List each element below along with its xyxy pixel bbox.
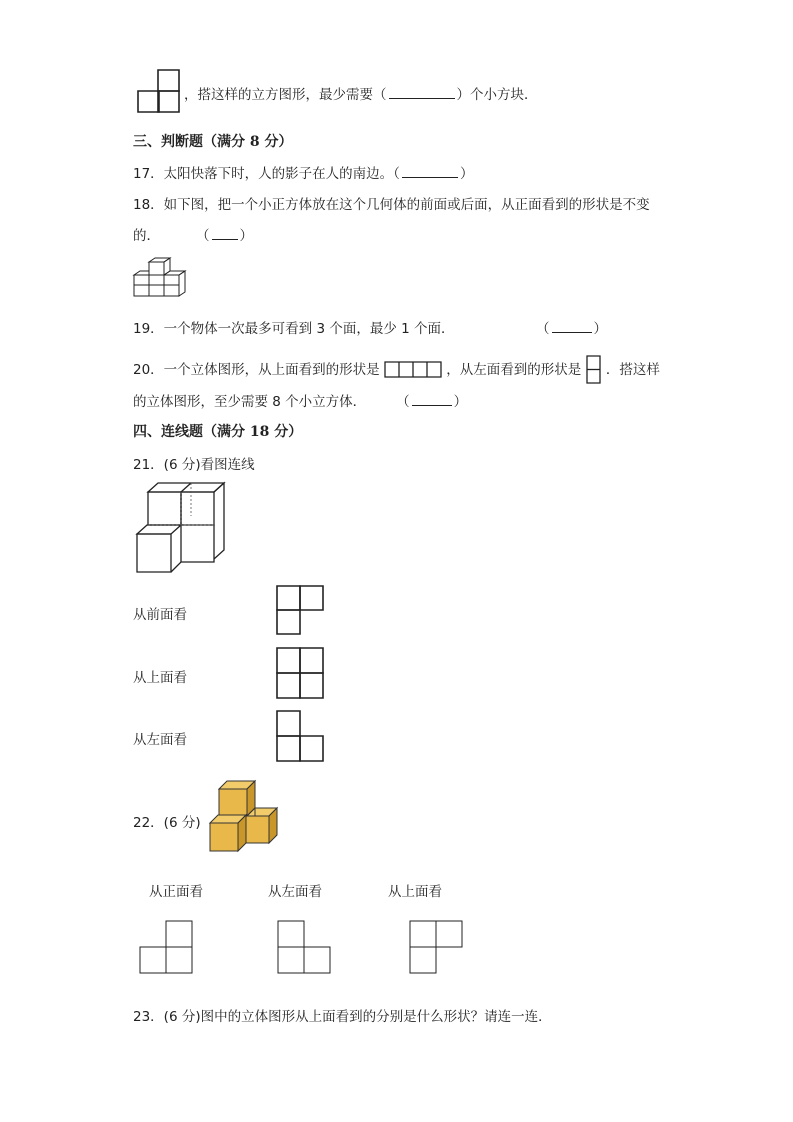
q22-title: 22．(6 分) [133, 815, 201, 831]
q22-option-a-figure[interactable] [138, 919, 196, 977]
q20-line2-a: 的立体图形，至少需要 8 个小立方体． [133, 394, 367, 410]
q19-text-main: 19．一个物体一次最多可看到 3 个面，最少 1 个面． [133, 321, 455, 337]
q16-text-a: ，搭这样的立方图形，最少需要（ [184, 87, 387, 103]
q20-left-view-figure [586, 355, 602, 385]
q20-line2 [133, 390, 467, 410]
q16-answer-blank[interactable] [389, 97, 455, 99]
q21-option-c-figure[interactable] [275, 709, 327, 765]
q18-line1: 18．如下图，把一个小正方体放在这个几何体的前面或后面，从正面看到的形状是不变 [133, 197, 650, 213]
q20-answer-blank[interactable] [412, 404, 452, 406]
q21-option-b-figure[interactable] [275, 646, 327, 702]
q18-answer-blank[interactable] [212, 238, 238, 240]
q20-line2-c: ） [453, 394, 468, 410]
q22-option-c-figure[interactable] [408, 919, 466, 977]
q18-line2 [133, 224, 253, 244]
q21-view-label-left: 从左面看 [133, 732, 187, 748]
q18-line2-b: （ [196, 228, 210, 244]
q20-line2-b: （ [396, 394, 410, 410]
q22-view-label-top: 从上面看 [388, 884, 442, 900]
q21-view-label-front: 从前面看 [133, 607, 187, 623]
q19-paren-b: ） [593, 321, 607, 337]
q20-line1-a: 20．一个立体图形，从上面看到的形状是 [133, 362, 380, 378]
q20-line1 [133, 355, 660, 385]
q20-line1-c: ．搭这样 [605, 362, 660, 378]
q23-title: 23．(6 分)图中的立体图形从上面看到的分别是什么形状？请连一连． [133, 1009, 552, 1025]
section4-title: 四、连线题（满分 18 分） [133, 424, 303, 440]
q17-answer-blank[interactable] [402, 176, 458, 178]
section3-title: 三、判断题（满分 8 分） [133, 134, 293, 150]
q19-paren [536, 317, 607, 337]
q21-title: 21．(6 分)看图连线 [133, 457, 255, 473]
q16-shape-figure [136, 68, 182, 116]
q17-text-a: 17．太阳快落下时，人的影子在人的南边。（ [133, 166, 400, 182]
q20-top-view-figure [384, 361, 442, 379]
q18-cube-figure [131, 256, 193, 300]
q16-text [184, 83, 538, 103]
q22-option-b-figure[interactable] [276, 919, 334, 977]
q16-text-b: ）个小方块． [456, 87, 538, 103]
q21-view-label-top: 从上面看 [133, 670, 187, 686]
q22-yellow-cubes-figure [207, 777, 281, 855]
q19-text [133, 317, 455, 337]
q21-solid-figure [134, 480, 226, 577]
q22-view-label-left: 从左面看 [268, 884, 322, 900]
q19-answer-blank[interactable] [552, 331, 592, 333]
q17-text [133, 162, 473, 182]
q22-view-label-front: 从正面看 [149, 884, 203, 900]
q20-line1-b: ，从左面看到的形状是 [446, 362, 582, 378]
q19-paren-a: （ [536, 321, 550, 337]
q21-option-a-figure[interactable] [275, 584, 325, 638]
q18-line2-c: ） [239, 228, 253, 244]
q17-text-b: ） [459, 166, 474, 182]
q18-line2-a: 的． [133, 228, 160, 244]
